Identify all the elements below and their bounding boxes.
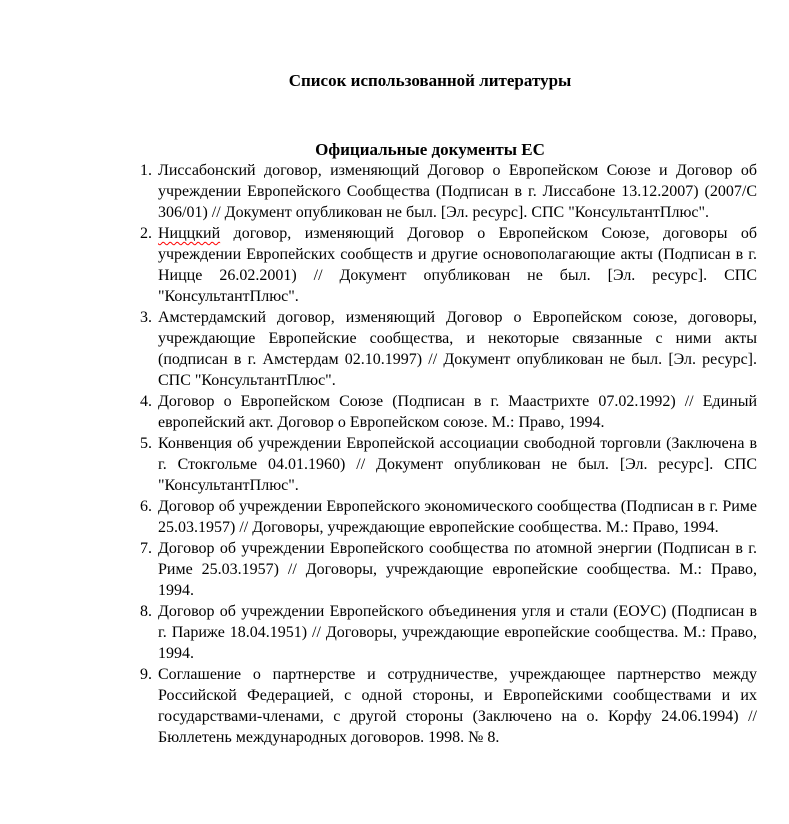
reference-number: 1. [140, 162, 152, 179]
reference-text [158, 225, 757, 305]
reference-item [103, 160, 757, 223]
reference-item [103, 307, 757, 391]
reference-item [103, 538, 757, 601]
reference-text: Лиссабонский договор, изменяющий Договор о Европейском Союзе и Договор об учреждении Европейского Сообщества (Подписан в г. Лиссабоне 13.12.2007) (2007/C 306/01) // Документ опубликован не был. [Эл. ресурс]. СПС "КонсультантПлюс". [158, 162, 757, 221]
reference-text: Договор об учреждении Европейского экономического сообщества (Подписан в г. Риме 25.03.1957) // Договоры, учреждающие европейские сообщества. М.: Право, 1994. [158, 498, 757, 536]
reference-text: Договор об учреждении Европейского сообщества по атомной энергии (Подписан в г. Риме 25.03.1957) // Договоры, учреждающие европейские сообщества. М.: Право, 1994. [158, 540, 757, 599]
misspelled-word: Ниццкий [158, 225, 221, 242]
reference-item [103, 664, 757, 748]
reference-text: Конвенция об учреждении Европейской ассоциации свободной торговли (Заключена в г. Стокгольме 04.01.1960) // Документ опубликован не был. [Эл. ресурс]. СПС "КонсультантПлюс". [158, 435, 757, 494]
document-title: Список использованной литературы [288, 71, 572, 90]
reference-list [103, 160, 757, 748]
section-heading: Официальные документы ЕС [315, 140, 545, 159]
reference-item [103, 391, 757, 433]
reference-text-rest: договор, изменяющий Договор о Европейском Союзе, договоры об учреждении Европейских сообществ и другие основополагающие акты (Подписан в г. Ницце 26.02.2001) // Документ опубликован не был. [Эл. ресурс]. СПС "КонсультантПлюс". [158, 225, 757, 305]
reference-number: 7. [140, 540, 152, 557]
reference-text: Договор о Европейском Союзе (Подписан в г. Маастрихте 07.02.1992) // Единый европейский акт. Договор о Европейском союзе. М.: Право, 1994. [158, 393, 757, 431]
reference-item [103, 223, 757, 307]
reference-number: 2. [140, 225, 152, 242]
reference-number: 4. [140, 393, 152, 410]
reference-item [103, 601, 757, 664]
reference-number: 9. [140, 666, 152, 683]
reference-number: 8. [140, 603, 152, 620]
reference-text: Соглашение о партнерстве и сотрудничестве, учреждающее партнерство между Российской Федерацией, с одной стороны, и Европейскими сообществами и их государствами-членами, с другой стороны (Заключено на о. Корфу 24.06.1994) // Бюллетень международных договоров. 1998. № 8. [158, 666, 757, 746]
reference-number: 5. [140, 435, 152, 452]
reference-number: 3. [140, 309, 152, 326]
reference-item [103, 433, 757, 496]
reference-item [103, 496, 757, 538]
reference-text: Договор об учреждении Европейского объединения угля и стали (ЕОУС) (Подписан в г. Париже 18.04.1951) // Договоры, учреждающие европейские сообщества. М.: Право, 1994. [158, 603, 757, 662]
reference-text: Амстердамский договор, изменяющий Договор о Европейском союзе, договоры, учреждающие Европейские сообщества, и некоторые связанные с ними акты (подписан в г. Амстердам 02.10.1997) // Документ опубликован не был. [Эл. ресурс]. СПС "КонсультантПлюс". [158, 309, 757, 389]
reference-number: 6. [140, 498, 152, 515]
